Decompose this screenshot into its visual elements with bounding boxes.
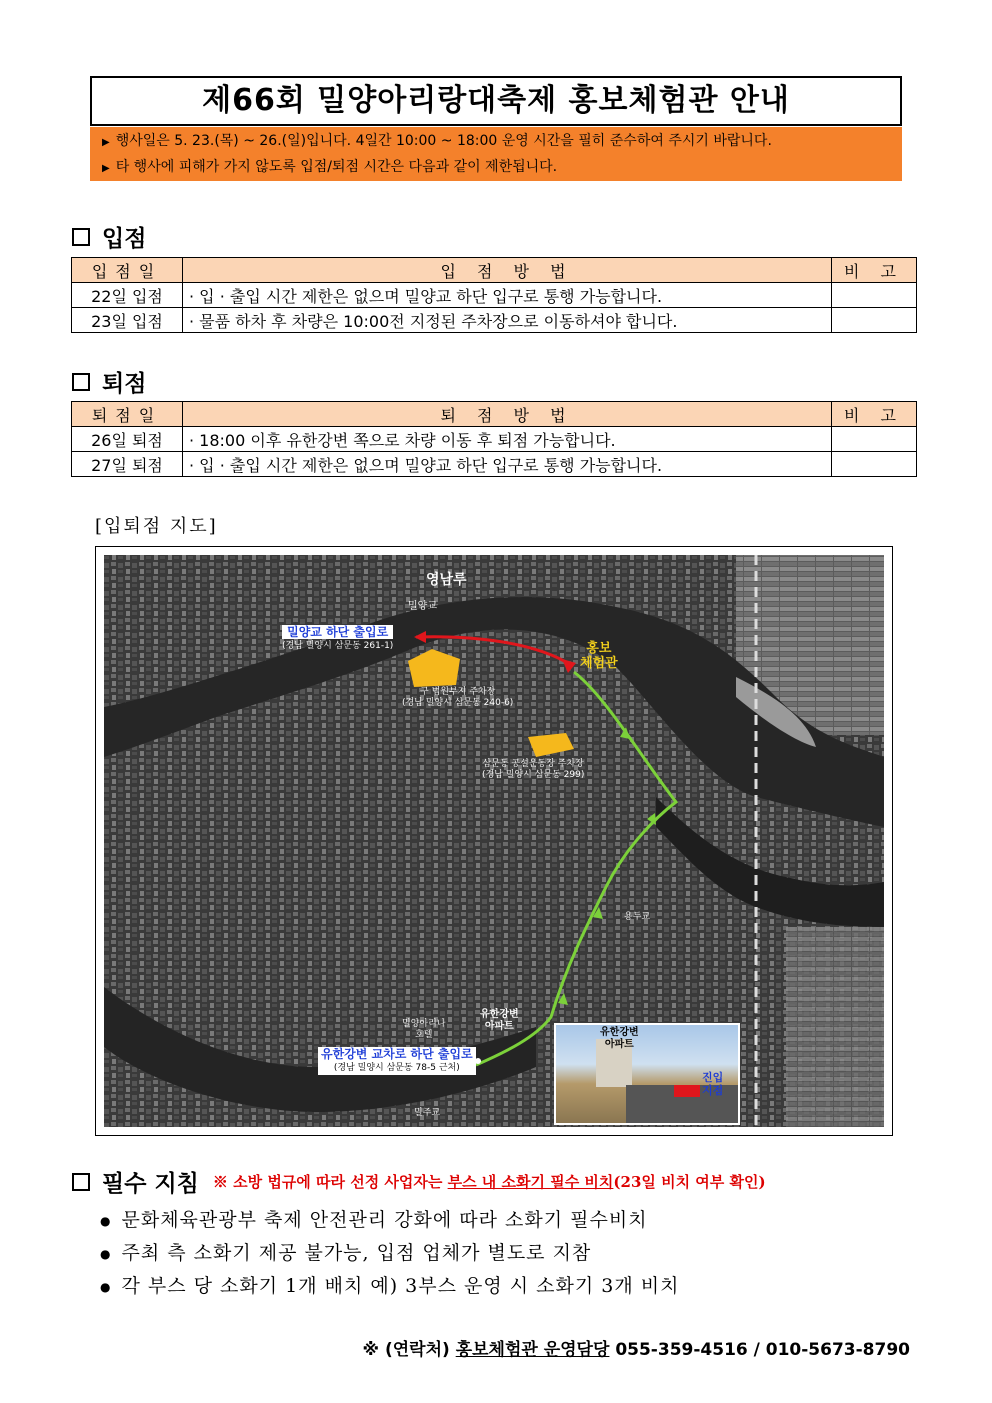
notice-line-2: ▶ 타 행사에 피해가 가지 않도록 입점/퇴점 시간은 다음과 같이 제한됩니다. bbox=[102, 159, 558, 175]
exit-table bbox=[71, 401, 917, 477]
table-header-row bbox=[72, 402, 917, 427]
map-label-yuhan-apt: 유한강변 아파트 bbox=[480, 1009, 519, 1032]
table-row bbox=[72, 427, 917, 452]
table-row bbox=[72, 283, 917, 308]
entry-day-cell: 23일 입점 bbox=[72, 308, 183, 333]
exit-heading: 퇴점 bbox=[72, 365, 146, 398]
notice-line-1: ▶ 행사일은 5. 23.(목) ~ 26.(일)입니다. 4일간 10:00 ~ 18:00 운영 시간을 필히 준수하여 주시기 바랍니다. bbox=[102, 133, 772, 149]
exit-method-cell: · 입 · 출입 시간 제한은 없으며 밀양교 하단 입구로 통행 가능합니다. bbox=[183, 452, 832, 477]
triangle-icon: ▶ bbox=[102, 163, 110, 174]
checkbox-icon bbox=[72, 1173, 90, 1191]
exit-day-cell: 27일 퇴점 bbox=[72, 452, 183, 477]
exit-day-cell: 26일 퇴점 bbox=[72, 427, 183, 452]
inset-label-enter: 진입 지점 bbox=[702, 1071, 724, 1097]
map-label-yongdu-bridge: 용두교 bbox=[624, 912, 651, 922]
table-row bbox=[72, 308, 917, 333]
satellite-map bbox=[96, 547, 892, 1135]
entry-method-cell: · 입 · 출입 시간 제한은 없으며 밀양교 하단 입구로 통행 가능합니다. bbox=[183, 283, 832, 308]
triangle-icon: ▶ bbox=[102, 137, 110, 148]
map-label-entrance2: 유한강변 교차로 하단 출입로 (경남 밀양시 삼문동 78-5 근처) bbox=[318, 1047, 476, 1075]
contact-info: ※ (연락처) 홍보체험관 운영담당 055-359-4516 / 010-5673-8790 bbox=[362, 1340, 910, 1360]
exit-note-cell bbox=[832, 427, 917, 452]
list-item: ● 문화체육관광부 축제 안전관리 강화에 따라 소화기 필수비치 bbox=[100, 1209, 648, 1231]
list-item: ● 주최 측 소화기 제공 불가능, 입점 업체가 별도로 지참 bbox=[100, 1242, 592, 1264]
entry-heading: 입점 bbox=[72, 220, 146, 253]
col-header-note: 비 고 bbox=[832, 258, 917, 283]
col-header-day: 퇴점일 bbox=[72, 402, 183, 427]
fire-extinguisher-note: ※ 소방 법규에 따라 선정 사업자는 부스 내 소화기 필수 비치(23일 비치 여부 확인) bbox=[212, 1173, 766, 1191]
required-heading: 필수 지침 ※ 소방 법규에 따라 선정 사업자는 부스 내 소화기 필수 비치(23일 비치 여부 확인) bbox=[72, 1165, 766, 1198]
table-row bbox=[72, 452, 917, 477]
map-label-miryang-bridge: 밀양교 bbox=[408, 601, 437, 612]
bullet-icon: ● bbox=[100, 1280, 112, 1294]
arrow-right-icon bbox=[674, 1085, 700, 1097]
bullet-icon: ● bbox=[100, 1214, 112, 1228]
map-label-entrance1: 밀양교 하단 출입로 (경남 밀양시 삼문동 261-1) bbox=[282, 625, 394, 651]
table-header-row bbox=[72, 258, 917, 283]
col-header-method: 퇴 점 방 법 bbox=[183, 402, 832, 427]
col-header-method: 입 점 방 법 bbox=[183, 258, 832, 283]
entry-table bbox=[71, 257, 917, 333]
inset-photo bbox=[554, 1023, 740, 1125]
entry-note-cell bbox=[832, 283, 917, 308]
list-item: ● 각 부스 당 소화기 1개 배치 예) 3부스 운영 시 소화기 3개 비치 bbox=[100, 1275, 680, 1297]
checkbox-icon bbox=[72, 373, 90, 391]
map-label-parking2: 삼문동 공설운동장 주차장 (경남 밀양시 삼문동 299) bbox=[482, 759, 585, 780]
entry-day-cell: 22일 입점 bbox=[72, 283, 183, 308]
entry-note-cell bbox=[832, 308, 917, 333]
map-label: [입퇴점 지도] bbox=[95, 516, 218, 537]
col-header-note: 비 고 bbox=[832, 402, 917, 427]
page-title: 제66회 밀양아리랑대축제 홍보체험관 안내 bbox=[90, 76, 902, 126]
exit-note-cell bbox=[832, 452, 917, 477]
bullet-icon: ● bbox=[100, 1247, 112, 1261]
checkbox-icon bbox=[72, 228, 90, 246]
map-label-booth: 홍보 체험관 bbox=[580, 641, 618, 671]
notice-box bbox=[90, 127, 902, 181]
exit-method-cell: · 18:00 이후 유한강변 쪽으로 차량 이동 후 퇴점 가능합니다. bbox=[183, 427, 832, 452]
map-label-yeongnamnu: 영남루 bbox=[426, 572, 467, 588]
entry-method-cell: · 물품 하차 후 차량은 10:00전 지정된 주차장으로 이동하셔야 합니다. bbox=[183, 308, 832, 333]
map-label-parking1: 구 법원부지 주차장 (경남 밀양시 삼문동 240-6) bbox=[402, 687, 514, 708]
map-label-milju-bridge: 밀주교 bbox=[414, 1108, 441, 1118]
inset-label-apt: 유한강변 아파트 bbox=[600, 1027, 639, 1050]
map-label-hotel: 밀양아리나 호텔 bbox=[402, 1019, 446, 1040]
map-frame bbox=[95, 546, 893, 1136]
col-header-day: 입점일 bbox=[72, 258, 183, 283]
